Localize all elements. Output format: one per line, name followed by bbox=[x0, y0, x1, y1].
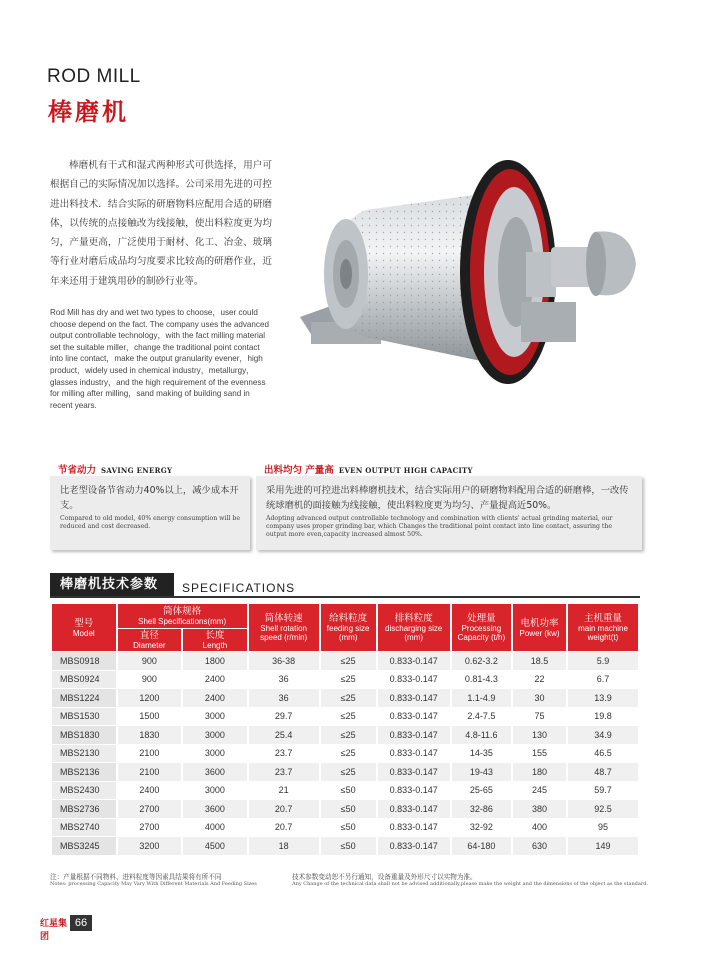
table-cell: 32-92 bbox=[452, 819, 511, 837]
table-cell: 4.8-11.6 bbox=[452, 726, 511, 744]
table-cell: 14-35 bbox=[452, 745, 511, 763]
table-cell: 36 bbox=[249, 689, 319, 707]
table-cell: MBS1530 bbox=[52, 708, 116, 726]
table-cell: 900 bbox=[118, 652, 182, 670]
table-cell: MBS3245 bbox=[52, 837, 116, 855]
table-cell: 0.81-4.3 bbox=[452, 671, 511, 689]
table-cell: 59.7 bbox=[568, 782, 638, 800]
specs-divider bbox=[50, 596, 640, 598]
note-left-cn: 注：产量根据不同物料、进料粒度等因素具结果将有所不同 bbox=[50, 873, 222, 881]
table-cell: 25.4 bbox=[249, 726, 319, 744]
table-cell: 0.833-0.147 bbox=[378, 782, 450, 800]
feature-body-en: Adopting advanced output controllable technology and combination with clients' actual grinding material, our company uses proper grinding bar, which Changes the traditional point contact into line contact, assuring the output more even,capacity increased almost 50%. bbox=[266, 515, 613, 538]
table-cell: 20.7 bbox=[249, 819, 319, 837]
table-cell: 22 bbox=[513, 671, 566, 689]
table-cell: 3000 bbox=[183, 726, 247, 744]
table-cell: 23.7 bbox=[249, 763, 319, 781]
table-cell: 0.833-0.147 bbox=[378, 671, 450, 689]
page-title-en: ROD MILL bbox=[47, 66, 141, 87]
table-cell: 3000 bbox=[183, 708, 247, 726]
table-cell: 3000 bbox=[183, 745, 247, 763]
table-cell: 75 bbox=[513, 708, 566, 726]
table-cell: ≤50 bbox=[321, 782, 376, 800]
table-cell: ≤25 bbox=[321, 689, 376, 707]
table-cell: 0.62-3.2 bbox=[452, 652, 511, 670]
header-feeding: 给料粒度 feeding size (mm) bbox=[321, 604, 376, 651]
specs-title-cn: 棒磨机技术参数 bbox=[50, 573, 174, 597]
table-cell: 2400 bbox=[183, 689, 247, 707]
table-cell: 19.8 bbox=[568, 708, 638, 726]
table-cell: 155 bbox=[513, 745, 566, 763]
rod-mill-image bbox=[296, 152, 646, 392]
brand-logo: 红星集团 bbox=[40, 919, 68, 942]
table-cell: 900 bbox=[118, 671, 182, 689]
table-row bbox=[52, 726, 638, 744]
feature-saving-energy-box bbox=[50, 476, 250, 550]
table-cell: 36 bbox=[249, 671, 319, 689]
feature-title-cn: 出料均匀 产量高 bbox=[264, 465, 334, 476]
table-row bbox=[52, 782, 638, 800]
page-title-cn: 棒磨机 bbox=[48, 98, 129, 126]
intro-text-cn: 棒磨机有干式和湿式两种形式可供选择，用户可根据自己的实际情况加以选择。公司采用先进的可控进出料技术．结合实际的研磨物料应配用合适的研磨体，以传统的点接触改为线接触，使出料粒度更为均匀，产量更高，广泛使用于耐材、化工、冶金、玻璃等行业对磨后成品均匀度要求比较高的研磨作业，近年来还用于建筑用砂的制砂行业等。 bbox=[50, 160, 272, 287]
header-capacity: 处理量 Processing Capacity (t/h) bbox=[452, 604, 511, 651]
feature-body-en: Compared to old model, 40% energy consumption will be reduced and cost decreased. bbox=[60, 515, 240, 530]
table-cell: 64-180 bbox=[452, 837, 511, 855]
table-cell: 32-86 bbox=[452, 800, 511, 818]
feature-title-en: EVEN OUTPUT HIGH CAPACITY bbox=[338, 466, 473, 475]
table-cell: MBS2136 bbox=[52, 763, 116, 781]
header-shell: 筒体规格 Shell Specifications(mm) bbox=[118, 604, 247, 628]
feature-even-output-heading bbox=[264, 462, 473, 476]
table-cell: 0.833-0.147 bbox=[378, 689, 450, 707]
table-cell: 29.7 bbox=[249, 708, 319, 726]
table-row bbox=[52, 837, 638, 855]
table-cell: 1500 bbox=[118, 708, 182, 726]
header-speed: 筒体转速 Shell rotation speed (r/min) bbox=[249, 604, 319, 651]
table-cell: 3000 bbox=[183, 782, 247, 800]
table-cell: 36-38 bbox=[249, 652, 319, 670]
table-cell: ≤25 bbox=[321, 671, 376, 689]
header-length: 长度 Length bbox=[183, 629, 247, 651]
table-cell: ≤50 bbox=[321, 800, 376, 818]
table-cell: MBS1830 bbox=[52, 726, 116, 744]
table-cell: 48.7 bbox=[568, 763, 638, 781]
table-cell: 2.4-7.5 bbox=[452, 708, 511, 726]
table-row bbox=[52, 652, 638, 670]
table-cell: 0.833-0.147 bbox=[378, 652, 450, 670]
table-cell: 34.9 bbox=[568, 726, 638, 744]
specs-title-en: SPECIFICATIONS bbox=[182, 581, 296, 595]
table-cell: 4500 bbox=[183, 837, 247, 855]
table-cell: MBS2430 bbox=[52, 782, 116, 800]
table-cell: 4000 bbox=[183, 819, 247, 837]
table-cell: 21 bbox=[249, 782, 319, 800]
table-cell: MBS2130 bbox=[52, 745, 116, 763]
table-cell: 180 bbox=[513, 763, 566, 781]
table-row bbox=[52, 671, 638, 689]
feature-title-cn: 节省动力 bbox=[58, 465, 97, 476]
table-cell: 18 bbox=[249, 837, 319, 855]
feature-body-cn: 采用先进的可控进出料棒磨机技术，结合实际用户的研磨物料配用合适的研磨棒，一改传统球磨机的面接触为线接触，使出料粒度更为均匀、产量提高近50%。 bbox=[266, 485, 629, 511]
table-cell: ≤50 bbox=[321, 819, 376, 837]
note-right-en: Any Change of the technical data shall not be advised additionally,please make the weight and the dimensions of the object as the standard. bbox=[292, 881, 649, 887]
note-right-cn: 技术参数变动恕不另行通知，设备重量及外形尺寸以实物为准。 bbox=[292, 873, 477, 881]
table-cell: 1830 bbox=[118, 726, 182, 744]
table-cell: 19-43 bbox=[452, 763, 511, 781]
table-cell: 20.7 bbox=[249, 800, 319, 818]
table-cell: 95 bbox=[568, 819, 638, 837]
table-cell: 149 bbox=[568, 837, 638, 855]
table-cell: 92.5 bbox=[568, 800, 638, 818]
table-row bbox=[52, 689, 638, 707]
feature-title-en: SAVING ENERGY bbox=[101, 466, 173, 475]
table-cell: 630 bbox=[513, 837, 566, 855]
table-cell: 0.833-0.147 bbox=[378, 745, 450, 763]
specifications-table bbox=[50, 603, 640, 856]
note-left-en: Notes: processing Capacity May Vary With Different Materials And Feeding Sizes bbox=[50, 881, 257, 887]
header-discharging: 排料粒度 discharging size (mm) bbox=[378, 604, 450, 651]
table-cell: 400 bbox=[513, 819, 566, 837]
intro-text-en: Rod Mill has dry and wet two types to choose，user could choose depend on the fact. The company uses the advanced output controllable technology，with the fact milling material set the suitable miller，change the traditional point contact into line contact，make the output granularity evener，high product，widely used in chemical industry，metallurgy，glasses industry，and the high requirement of the evenness for milling after milling，sand making of building sand in recent years. bbox=[50, 308, 269, 410]
table-cell: 1.1-4.9 bbox=[452, 689, 511, 707]
feature-saving-energy-heading bbox=[58, 462, 172, 476]
table-row bbox=[52, 763, 638, 781]
table-cell: 0.833-0.147 bbox=[378, 763, 450, 781]
table-cell: ≤50 bbox=[321, 837, 376, 855]
page-number: 66 bbox=[70, 915, 92, 931]
feature-even-output-box bbox=[256, 476, 642, 550]
table-cell: 2100 bbox=[118, 745, 182, 763]
table-cell: 25-65 bbox=[452, 782, 511, 800]
table-cell: 2100 bbox=[118, 763, 182, 781]
table-cell: ≤25 bbox=[321, 763, 376, 781]
table-cell: 3600 bbox=[183, 763, 247, 781]
table-cell: ≤25 bbox=[321, 726, 376, 744]
table-cell: 3600 bbox=[183, 800, 247, 818]
table-cell: 30 bbox=[513, 689, 566, 707]
table-cell: 2700 bbox=[118, 819, 182, 837]
table-cell: ≤25 bbox=[321, 708, 376, 726]
table-cell: 18.5 bbox=[513, 652, 566, 670]
header-diameter: 直径 Diameter bbox=[118, 629, 182, 651]
table-cell: 2400 bbox=[118, 782, 182, 800]
header-power: 电机功率 Power (kw) bbox=[513, 604, 566, 651]
header-weight: 主机重量 main machine weight(t) bbox=[568, 604, 638, 651]
table-cell: ≤25 bbox=[321, 745, 376, 763]
specifications-body bbox=[52, 652, 638, 855]
table-cell: 5.9 bbox=[568, 652, 638, 670]
table-cell: 0.833-0.147 bbox=[378, 837, 450, 855]
table-cell: 23.7 bbox=[249, 745, 319, 763]
table-cell: 3200 bbox=[118, 837, 182, 855]
header-model: 型号 Model bbox=[52, 604, 116, 651]
table-cell: 6.7 bbox=[568, 671, 638, 689]
table-cell: 0.833-0.147 bbox=[378, 726, 450, 744]
table-row bbox=[52, 819, 638, 837]
table-row bbox=[52, 800, 638, 818]
table-cell: 2400 bbox=[183, 671, 247, 689]
table-row bbox=[52, 745, 638, 763]
table-cell: MBS2736 bbox=[52, 800, 116, 818]
table-cell: MBS0918 bbox=[52, 652, 116, 670]
table-cell: ≤25 bbox=[321, 652, 376, 670]
feature-body-cn: 比老型设备节省动力40%以上，减少成本开支。 bbox=[60, 485, 239, 511]
table-cell: 13.9 bbox=[568, 689, 638, 707]
table-cell: 1200 bbox=[118, 689, 182, 707]
table-cell: 0.833-0.147 bbox=[378, 708, 450, 726]
table-cell: 130 bbox=[513, 726, 566, 744]
table-cell: MBS1224 bbox=[52, 689, 116, 707]
table-cell: 245 bbox=[513, 782, 566, 800]
table-row bbox=[52, 708, 638, 726]
table-cell: MBS0924 bbox=[52, 671, 116, 689]
table-cell: MBS2740 bbox=[52, 819, 116, 837]
table-cell: 2700 bbox=[118, 800, 182, 818]
table-cell: 1800 bbox=[183, 652, 247, 670]
table-cell: 0.833-0.147 bbox=[378, 800, 450, 818]
table-cell: 0.833-0.147 bbox=[378, 819, 450, 837]
table-cell: 380 bbox=[513, 800, 566, 818]
table-cell: 46.5 bbox=[568, 745, 638, 763]
